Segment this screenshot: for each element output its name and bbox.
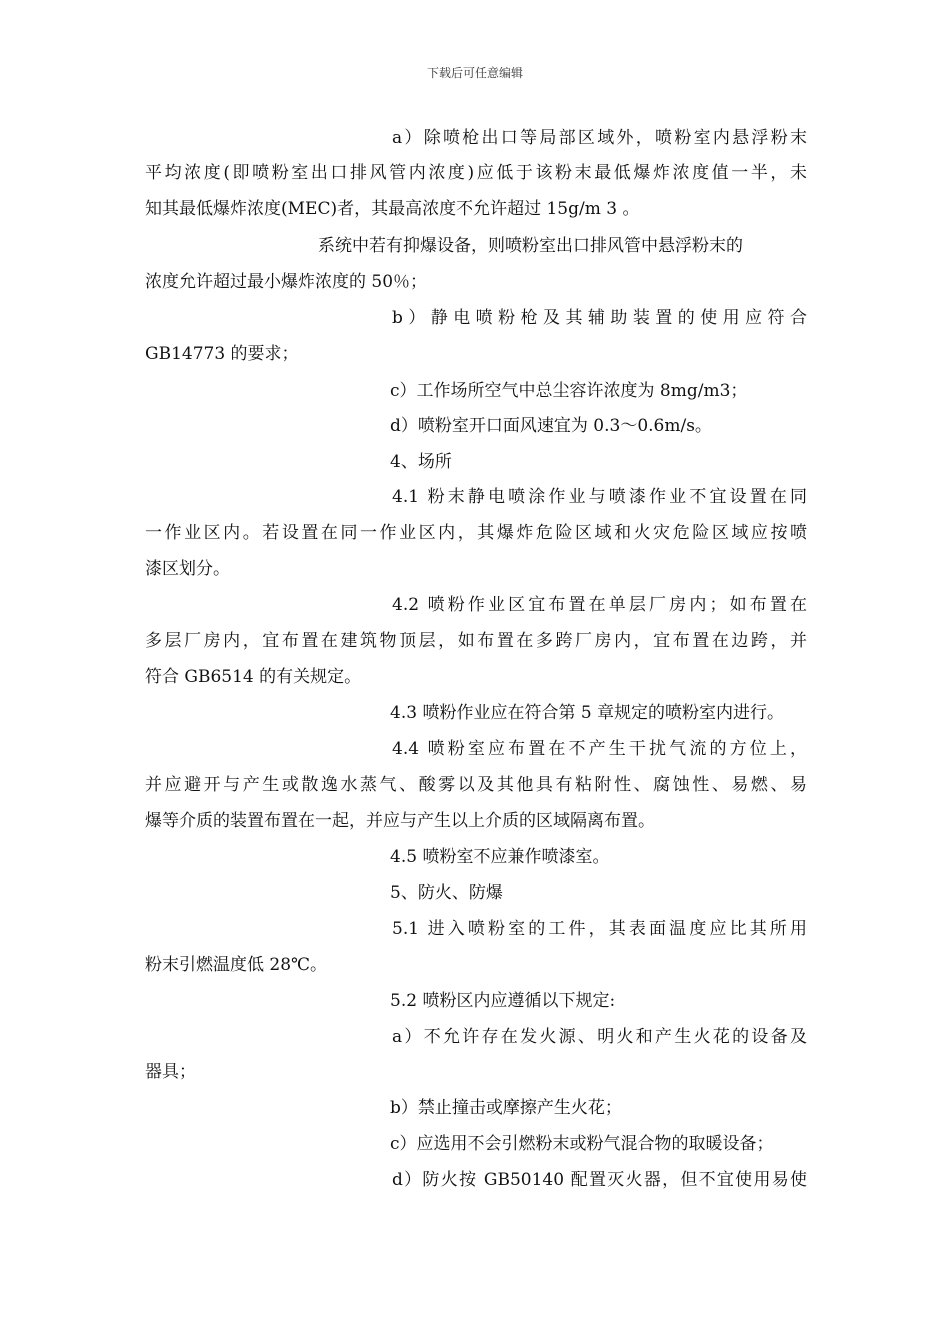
paragraph-line: 一作业区内。若设置在同一作业区内，其爆炸危险区域和火灾危险区域应按喷 <box>145 523 807 543</box>
paragraph-line: 4.1 粉末静电喷涂作业与喷漆作业不宜设置在同 <box>392 487 807 507</box>
paragraph-line: 5.2 喷粉区内应遵循以下规定: <box>390 991 616 1011</box>
paragraph-line: 多层厂房内，宜布置在建筑物顶层，如布置在多跨厂房内，宜布置在边跨，并 <box>145 631 807 651</box>
paragraph-line: 爆等介质的装置布置在一起，并应与产生以上介质的区域隔离布置。 <box>145 811 655 831</box>
paragraph-line: 4.5 喷粉室不应兼作喷漆室。 <box>390 847 610 867</box>
paragraph-line: 器具； <box>145 1062 196 1082</box>
paragraph-line: 知其最低爆炸浓度(MEC)者，其最高浓度不允许超过 15g/m 3 。 <box>145 199 640 219</box>
section-heading: 4、场所 <box>390 452 452 472</box>
paragraph-line: b）静电喷粉枪及其辅助装置的使用应符合 <box>392 308 807 328</box>
paragraph-line: 浓度允许超过最小爆炸浓度的 50％； <box>145 272 428 292</box>
paragraph-line: d）喷粉室开口面风速宜为 0.3～0.6m/s。 <box>390 416 712 436</box>
paragraph-line: GB14773 的要求； <box>145 344 299 364</box>
paragraph-line: 漆区划分。 <box>145 559 230 579</box>
paragraph-line: c）应选用不会引燃粉末或粉气混合物的取暖设备； <box>390 1134 774 1154</box>
paragraph-line: 符合 GB6514 的有关规定。 <box>145 667 362 687</box>
paragraph-line: a）除喷枪出口等局部区域外，喷粉室内悬浮粉末 <box>392 128 807 148</box>
section-heading: 5、防火、防爆 <box>390 883 503 903</box>
paragraph-line: 系统中若有抑爆设备，则喷粉室出口排风管中悬浮粉末的 <box>318 236 743 256</box>
paragraph-line: 4.4 喷粉室应布置在不产生干扰气流的方位上， <box>392 739 807 759</box>
paragraph-line: d）防火按 GB50140 配置灭火器，但不宜使用易使 <box>392 1170 807 1190</box>
paragraph-line: b）禁止撞击或摩擦产生火花； <box>390 1098 622 1118</box>
paragraph-line: a）不允许存在发火源、明火和产生火花的设备及 <box>392 1027 807 1047</box>
paragraph-line: 4.3 喷粉作业应在符合第 5 章规定的喷粉室内进行。 <box>390 703 785 723</box>
paragraph-line: 4.2 喷粉作业区宜布置在单层厂房内；如布置在 <box>392 595 807 615</box>
paragraph-line: c）工作场所空气中总尘容许浓度为 8mg/m3； <box>390 381 748 401</box>
paragraph-line: 5.1 进入喷粉室的工件，其表面温度应比其所用 <box>392 919 807 939</box>
paragraph-line: 粉末引燃温度低 28℃。 <box>145 955 328 975</box>
page-header: 下载后可任意编辑 <box>426 66 523 80</box>
paragraph-line: 并应避开与产生或散逸水蒸气、酸雾以及其他具有粘附性、腐蚀性、易燃、易 <box>145 775 807 795</box>
paragraph-line: 平均浓度(即喷粉室出口排风管内浓度)应低于该粉末最低爆炸浓度值一半，未 <box>145 163 807 183</box>
